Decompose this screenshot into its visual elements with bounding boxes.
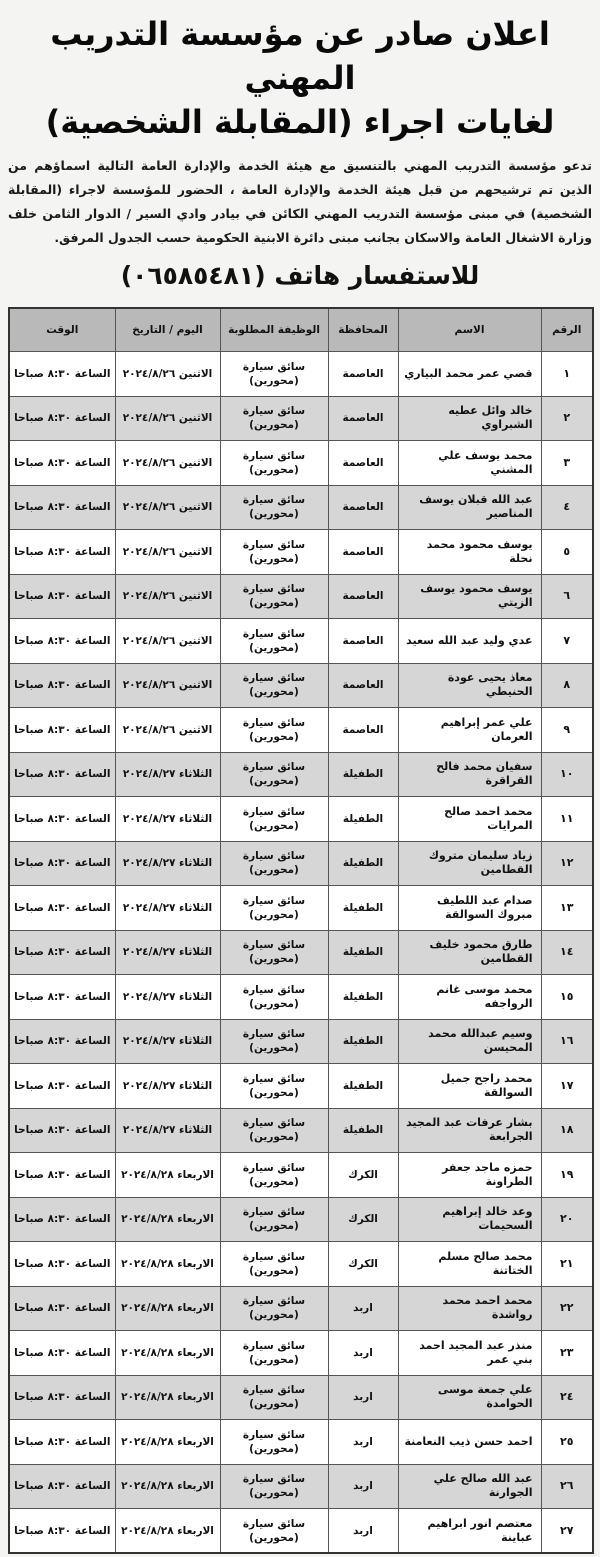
cell-governorate: الكرك — [328, 1153, 398, 1198]
cell-num: ١٤ — [541, 930, 593, 975]
cell-governorate: الطفيلة — [328, 930, 398, 975]
inquiry-phone: للاستفسار هاتف (٠٦٥٨٥٤٨١) — [120, 261, 480, 290]
cell-time: الساعة ٨:٣٠ صباحا — [9, 441, 115, 486]
table-row — [9, 1286, 593, 1331]
cell-job: سائق سيارة (محورين) — [220, 485, 328, 530]
cell-num: ١١ — [541, 797, 593, 842]
header-job: الوظيفة المطلوبة — [220, 308, 328, 352]
cell-governorate: الكرك — [328, 1242, 398, 1287]
cell-time: الساعة ٨:٣٠ صباحا — [9, 1064, 115, 1109]
cell-governorate: الطفيلة — [328, 975, 398, 1020]
cell-governorate: الطفيلة — [328, 886, 398, 931]
cell-job: سائق سيارة (محورين) — [220, 886, 328, 931]
cell-name: محمد احمد محمد رواشدة — [398, 1286, 541, 1331]
cell-name: علي جمعة موسى الحوامدة — [398, 1375, 541, 1420]
cell-name: وسيم عبدالله محمد المحيسن — [398, 1019, 541, 1064]
cell-job: سائق سيارة (محورين) — [220, 663, 328, 708]
cell-governorate: العاصمة — [328, 485, 398, 530]
cell-name: محمد يوسف علي المشني — [398, 441, 541, 486]
table-row — [9, 352, 593, 397]
cell-num: ١٠ — [541, 752, 593, 797]
cell-name: وعد خالد إبراهيم السحيمات — [398, 1197, 541, 1242]
cell-name: محمد راجح جميل السوالقة — [398, 1064, 541, 1109]
header-date: اليوم / التاريخ — [115, 308, 220, 352]
cell-num: ٦ — [541, 574, 593, 619]
cell-num: ٣ — [541, 441, 593, 486]
cell-job: سائق سيارة (محورين) — [220, 752, 328, 797]
cell-time: الساعة ٨:٣٠ صباحا — [9, 530, 115, 575]
cell-governorate: اربد — [328, 1375, 398, 1420]
table-row — [9, 1064, 593, 1109]
cell-name: معاذ يحيى عودة الحنيطي — [398, 663, 541, 708]
cell-num: ١٦ — [541, 1019, 593, 1064]
cell-name: طارق محمود خليف القطامين — [398, 930, 541, 975]
cell-job: سائق سيارة (محورين) — [220, 1509, 328, 1554]
cell-num: ٤ — [541, 485, 593, 530]
cell-date: الاثنين ٢٠٢٤/٨/٢٦ — [115, 708, 220, 753]
cell-job: سائق سيارة (محورين) — [220, 619, 328, 664]
cell-time: الساعة ٨:٣٠ صباحا — [9, 1197, 115, 1242]
header-governorate: المحافظة — [328, 308, 398, 352]
cell-date: الثلاثاء ٢٠٢٤/٨/٢٧ — [115, 975, 220, 1020]
cell-num: ٥ — [541, 530, 593, 575]
announcement-intro: تدعو مؤسسة التدريب المهني بالتنسيق مع هيئة الخدمة والإدارة العامة التالية اسماؤهم من الذين تم ترشيحهم من قبل هيئة الخدمة والإدارة العامة ، الحضور للمؤسسة لاجراء (المقابلة الشخصية) في مبنى مؤسسة التدريب المهني الكائن في بيادر وادي السير / الدوار الثامن خلف وزارة الاشغال العامة والاسكان بجانب مبنى دائرة الابنية الحكومية حسب الجدول المرفق. — [8, 158, 592, 245]
cell-time: الساعة ٨:٣٠ صباحا — [9, 574, 115, 619]
cell-num: ٢٦ — [541, 1464, 593, 1509]
cell-time: الساعة ٨:٣٠ صباحا — [9, 752, 115, 797]
header-time: الوقت — [9, 308, 115, 352]
cell-name: خالد وائل عطيه الشبراوي — [398, 396, 541, 441]
cell-time: الساعة ٨:٣٠ صباحا — [9, 1108, 115, 1153]
cell-time: الساعة ٨:٣٠ صباحا — [9, 708, 115, 753]
cell-time: الساعة ٨:٣٠ صباحا — [9, 619, 115, 664]
cell-job: سائق سيارة (محورين) — [220, 1064, 328, 1109]
table-row — [9, 1153, 593, 1198]
cell-name: عبد الله قبلان يوسف المناصير — [398, 485, 541, 530]
cell-job: سائق سيارة (محورين) — [220, 396, 328, 441]
cell-governorate: العاصمة — [328, 663, 398, 708]
cell-num: ٢٠ — [541, 1197, 593, 1242]
cell-date: الاثنين ٢٠٢٤/٨/٢٦ — [115, 530, 220, 575]
table-row — [9, 1197, 593, 1242]
table-row — [9, 485, 593, 530]
table-row — [9, 1331, 593, 1376]
cell-time: الساعة ٨:٣٠ صباحا — [9, 352, 115, 397]
cell-job: سائق سيارة (محورين) — [220, 1197, 328, 1242]
cell-job: سائق سيارة (محورين) — [220, 1108, 328, 1153]
cell-date: الاثنين ٢٠٢٤/٨/٢٦ — [115, 396, 220, 441]
cell-name: عبد الله صالح علي الجوارنة — [398, 1464, 541, 1509]
cell-date: الثلاثاء ٢٠٢٤/٨/٢٧ — [115, 886, 220, 931]
cell-job: سائق سيارة (محورين) — [220, 1375, 328, 1420]
cell-governorate: العاصمة — [328, 708, 398, 753]
cell-job: سائق سيارة (محورين) — [220, 1286, 328, 1331]
cell-num: ١٨ — [541, 1108, 593, 1153]
cell-job: سائق سيارة (محورين) — [220, 1019, 328, 1064]
cell-name: محمد صالح مسلم الختاتنة — [398, 1242, 541, 1287]
cell-name: زياد سليمان متروك القطامين — [398, 841, 541, 886]
cell-governorate: اربد — [328, 1509, 398, 1554]
header-num: الرقم — [541, 308, 593, 352]
cell-time: الساعة ٨:٣٠ صباحا — [9, 663, 115, 708]
cell-governorate: الطفيلة — [328, 1108, 398, 1153]
cell-name: حمزه ماجد جعفر الطراونة — [398, 1153, 541, 1198]
cell-job: سائق سيارة (محورين) — [220, 797, 328, 842]
table-row — [9, 1509, 593, 1554]
cell-governorate: العاصمة — [328, 441, 398, 486]
cell-num: ١٩ — [541, 1153, 593, 1198]
table-row — [9, 708, 593, 753]
cell-job: سائق سيارة (محورين) — [220, 1464, 328, 1509]
table-row — [9, 752, 593, 797]
cell-name: يوسف محمود محمد نحلة — [398, 530, 541, 575]
table-row — [9, 663, 593, 708]
announcement-title-line2: لغايات اجراء (المقابلة الشخصية) — [45, 103, 555, 141]
cell-job: سائق سيارة (محورين) — [220, 930, 328, 975]
table-row — [9, 396, 593, 441]
candidates-table — [8, 307, 594, 1554]
cell-date: الاربعاء ٢٠٢٤/٨/٢٨ — [115, 1197, 220, 1242]
cell-governorate: اربد — [328, 1420, 398, 1465]
cell-name: عدي وليد عبد الله سعيد — [398, 619, 541, 664]
cell-name: منذر عبد المجيد احمد بني عمر — [398, 1331, 541, 1376]
cell-num: ٢١ — [541, 1242, 593, 1287]
cell-name: محمد احمد صالح المرايات — [398, 797, 541, 842]
cell-job: سائق سيارة (محورين) — [220, 530, 328, 575]
cell-date: الاثنين ٢٠٢٤/٨/٢٦ — [115, 619, 220, 664]
cell-num: ١ — [541, 352, 593, 397]
cell-date: الاربعاء ٢٠٢٤/٨/٢٨ — [115, 1375, 220, 1420]
table-row — [9, 441, 593, 486]
cell-time: الساعة ٨:٣٠ صباحا — [9, 1242, 115, 1287]
cell-num: ١٧ — [541, 1064, 593, 1109]
cell-num: ٩ — [541, 708, 593, 753]
cell-date: الاثنين ٢٠٢٤/٨/٢٦ — [115, 441, 220, 486]
cell-date: الثلاثاء ٢٠٢٤/٨/٢٧ — [115, 797, 220, 842]
cell-time: الساعة ٨:٣٠ صباحا — [9, 1153, 115, 1198]
table-row — [9, 1242, 593, 1287]
cell-date: الاثنين ٢٠٢٤/٨/٢٦ — [115, 352, 220, 397]
cell-date: الاربعاء ٢٠٢٤/٨/٢٨ — [115, 1242, 220, 1287]
cell-time: الساعة ٨:٣٠ صباحا — [9, 485, 115, 530]
cell-time: الساعة ٨:٣٠ صباحا — [9, 841, 115, 886]
cell-governorate: العاصمة — [328, 574, 398, 619]
cell-num: ١٢ — [541, 841, 593, 886]
cell-time: الساعة ٨:٣٠ صباحا — [9, 1286, 115, 1331]
cell-job: سائق سيارة (محورين) — [220, 708, 328, 753]
cell-time: الساعة ٨:٣٠ صباحا — [9, 1509, 115, 1554]
cell-job: سائق سيارة (محورين) — [220, 1242, 328, 1287]
cell-job: سائق سيارة (محورين) — [220, 352, 328, 397]
cell-time: الساعة ٨:٣٠ صباحا — [9, 1331, 115, 1376]
cell-governorate: الطفيلة — [328, 841, 398, 886]
cell-num: ١٣ — [541, 886, 593, 931]
table-row — [9, 1019, 593, 1064]
cell-num: ٢٧ — [541, 1509, 593, 1554]
cell-time: الساعة ٨:٣٠ صباحا — [9, 1019, 115, 1064]
table-row — [9, 574, 593, 619]
table-row — [9, 1375, 593, 1420]
cell-date: الثلاثاء ٢٠٢٤/٨/٢٧ — [115, 841, 220, 886]
cell-governorate: العاصمة — [328, 619, 398, 664]
table-row — [9, 841, 593, 886]
cell-governorate: اربد — [328, 1464, 398, 1509]
cell-job: سائق سيارة (محورين) — [220, 1331, 328, 1376]
cell-date: الاربعاء ٢٠٢٤/٨/٢٨ — [115, 1331, 220, 1376]
cell-time: الساعة ٨:٣٠ صباحا — [9, 975, 115, 1020]
cell-job: سائق سيارة (محورين) — [220, 441, 328, 486]
cell-date: الثلاثاء ٢٠٢٤/٨/٢٧ — [115, 930, 220, 975]
table-header-row — [9, 308, 593, 352]
table-row — [9, 930, 593, 975]
cell-num: ٨ — [541, 663, 593, 708]
cell-name: سفيان محمد فالح القراقرة — [398, 752, 541, 797]
table-row — [9, 886, 593, 931]
cell-num: ٢ — [541, 396, 593, 441]
cell-job: سائق سيارة (محورين) — [220, 841, 328, 886]
cell-date: الثلاثاء ٢٠٢٤/٨/٢٧ — [115, 1108, 220, 1153]
cell-date: الاثنين ٢٠٢٤/٨/٢٦ — [115, 574, 220, 619]
cell-date: الثلاثاء ٢٠٢٤/٨/٢٧ — [115, 752, 220, 797]
cell-date: الاربعاء ٢٠٢٤/٨/٢٨ — [115, 1286, 220, 1331]
cell-date: الثلاثاء ٢٠٢٤/٨/٢٧ — [115, 1064, 220, 1109]
cell-name: صدام عبد اللطيف مبروك السوالقة — [398, 886, 541, 931]
cell-governorate: الطفيلة — [328, 1019, 398, 1064]
cell-date: الاثنين ٢٠٢٤/٨/٢٦ — [115, 663, 220, 708]
cell-num: ٢٢ — [541, 1286, 593, 1331]
cell-job: سائق سيارة (محورين) — [220, 975, 328, 1020]
cell-name: قصي عمر محمد البياري — [398, 352, 541, 397]
cell-num: ٢٤ — [541, 1375, 593, 1420]
cell-name: بشار عرفات عبد المجيد الجرابعة — [398, 1108, 541, 1153]
cell-name: محمد موسى غانم الرواجفه — [398, 975, 541, 1020]
cell-time: الساعة ٨:٣٠ صباحا — [9, 1464, 115, 1509]
cell-num: ٢٥ — [541, 1420, 593, 1465]
table-row — [9, 1108, 593, 1153]
table-row — [9, 619, 593, 664]
cell-governorate: اربد — [328, 1286, 398, 1331]
cell-date: الاربعاء ٢٠٢٤/٨/٢٨ — [115, 1509, 220, 1554]
cell-job: سائق سيارة (محورين) — [220, 1420, 328, 1465]
cell-governorate: الكرك — [328, 1197, 398, 1242]
cell-name: معتصم انور ابراهيم عباينة — [398, 1509, 541, 1554]
cell-name: علي عمر إبراهيم العرمان — [398, 708, 541, 753]
table-row — [9, 975, 593, 1020]
cell-time: الساعة ٨:٣٠ صباحا — [9, 886, 115, 931]
cell-time: الساعة ٨:٣٠ صباحا — [9, 797, 115, 842]
cell-job: سائق سيارة (محورين) — [220, 1153, 328, 1198]
cell-time: الساعة ٨:٣٠ صباحا — [9, 1420, 115, 1465]
cell-governorate: العاصمة — [328, 530, 398, 575]
cell-num: ٢٣ — [541, 1331, 593, 1376]
table-row — [9, 797, 593, 842]
cell-governorate: الطفيلة — [328, 752, 398, 797]
cell-time: الساعة ٨:٣٠ صباحا — [9, 1375, 115, 1420]
table-row — [9, 1420, 593, 1465]
cell-governorate: الطفيلة — [328, 797, 398, 842]
cell-time: الساعة ٨:٣٠ صباحا — [9, 396, 115, 441]
cell-date: الاربعاء ٢٠٢٤/٨/٢٨ — [115, 1153, 220, 1198]
cell-date: الاربعاء ٢٠٢٤/٨/٢٨ — [115, 1464, 220, 1509]
cell-name: احمد حسن ذيب النعامنة — [398, 1420, 541, 1465]
cell-num: ١٥ — [541, 975, 593, 1020]
cell-num: ٧ — [541, 619, 593, 664]
table-body — [9, 352, 593, 1554]
cell-governorate: الطفيلة — [328, 1064, 398, 1109]
table-row — [9, 1464, 593, 1509]
cell-job: سائق سيارة (محورين) — [220, 574, 328, 619]
cell-time: الساعة ٨:٣٠ صباحا — [9, 930, 115, 975]
cell-date: الاثنين ٢٠٢٤/٨/٢٦ — [115, 485, 220, 530]
header-name: الاسم — [398, 308, 541, 352]
cell-governorate: اربد — [328, 1331, 398, 1376]
table-row — [9, 530, 593, 575]
cell-governorate: العاصمة — [328, 396, 398, 441]
cell-governorate: العاصمة — [328, 352, 398, 397]
cell-name: يوسف محمود يوسف الزيتي — [398, 574, 541, 619]
cell-date: الاربعاء ٢٠٢٤/٨/٢٨ — [115, 1420, 220, 1465]
announcement-title-line1: اعلان صادر عن مؤسسة التدريب المهني — [50, 15, 550, 97]
cell-date: الثلاثاء ٢٠٢٤/٨/٢٧ — [115, 1019, 220, 1064]
